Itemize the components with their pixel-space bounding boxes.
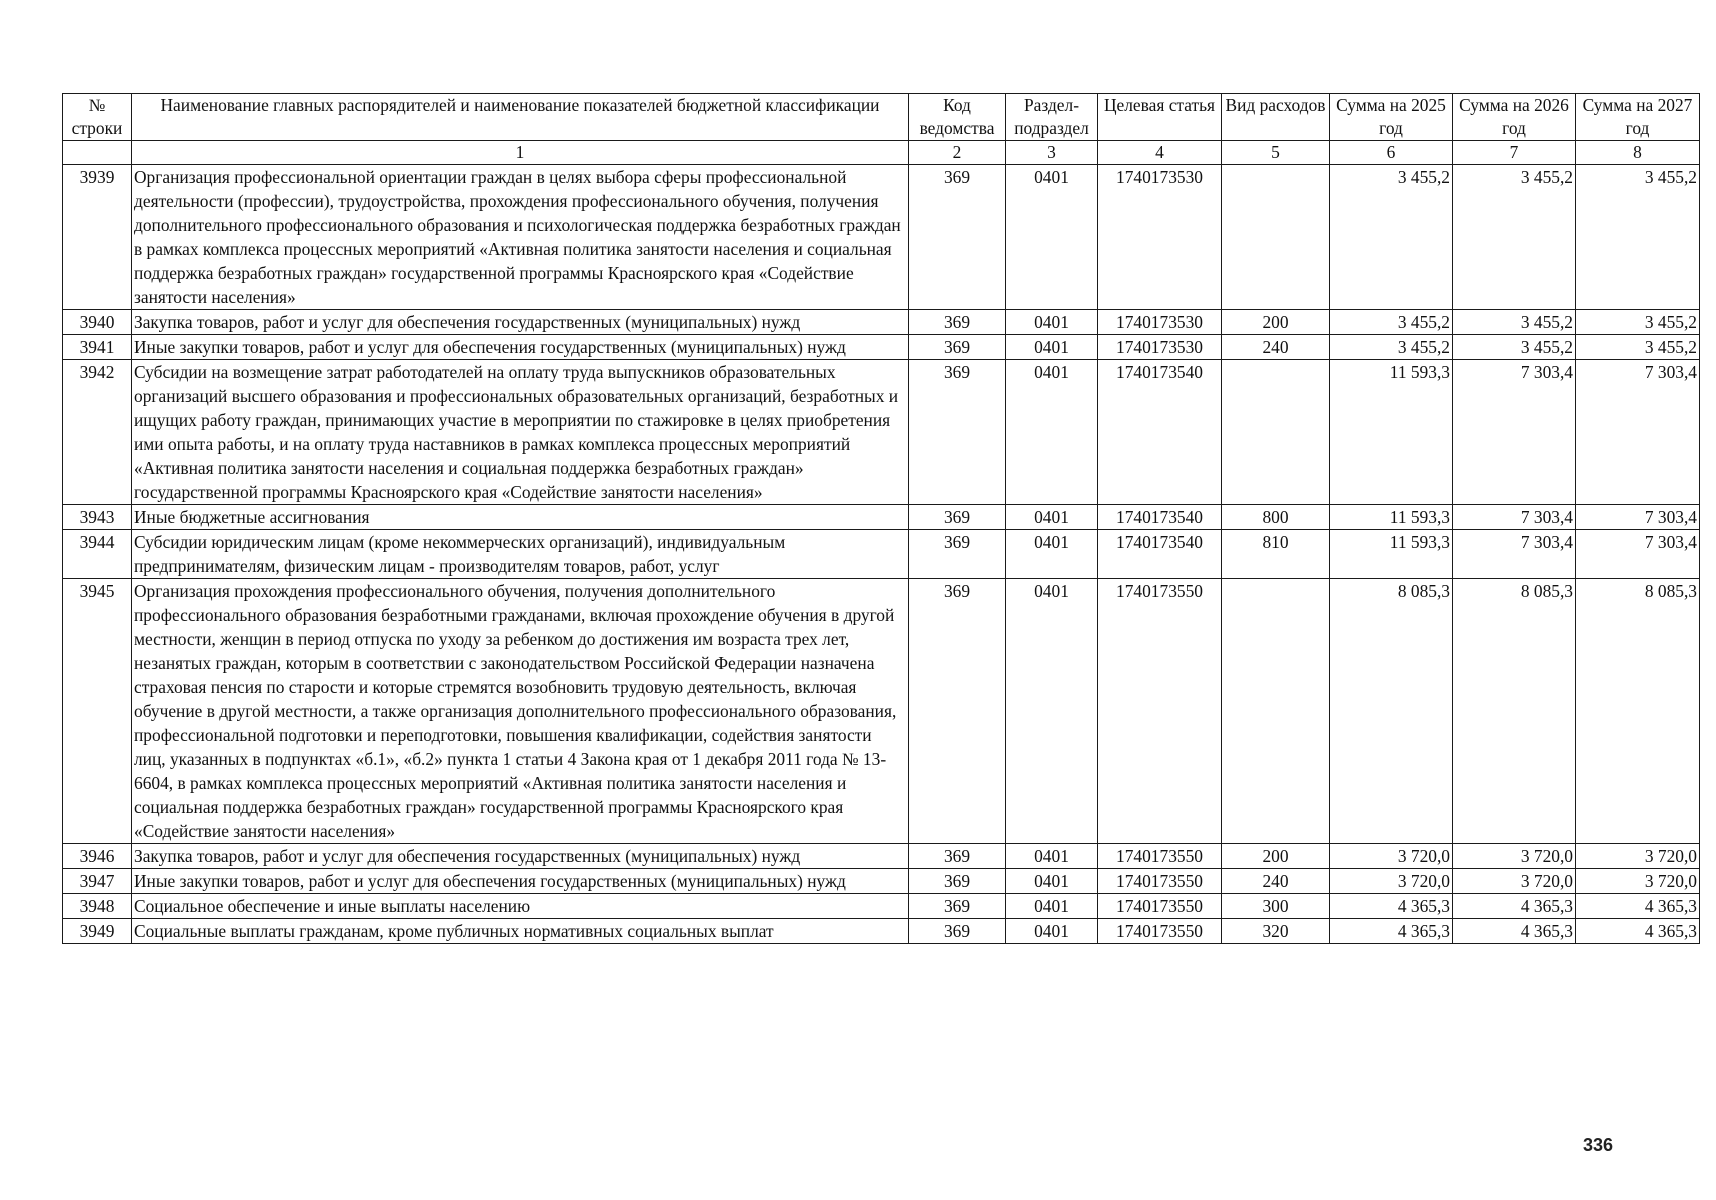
row-number-cell: 3943 bbox=[63, 505, 132, 530]
target-article-cell: 1740173540 bbox=[1098, 360, 1222, 505]
sum-2027-cell: 7 303,4 bbox=[1576, 360, 1700, 505]
column-number: 4 bbox=[1098, 141, 1222, 165]
sum-2026-cell: 3 720,0 bbox=[1453, 869, 1576, 894]
target-article-cell: 1740173530 bbox=[1098, 335, 1222, 360]
column-number bbox=[63, 141, 132, 165]
row-number-cell: 3942 bbox=[63, 360, 132, 505]
item-name-cell: Закупка товаров, работ и услуг для обеспечения государственных (муниципальных) нужд bbox=[132, 844, 909, 869]
header-section: Раздел-подраздел bbox=[1006, 94, 1098, 141]
row-number-cell: 3947 bbox=[63, 869, 132, 894]
sum-2025-cell: 3 455,2 bbox=[1330, 335, 1453, 360]
header-dept-code: Код ведомства bbox=[909, 94, 1006, 141]
sum-2027-cell: 7 303,4 bbox=[1576, 530, 1700, 579]
table-row bbox=[63, 360, 1700, 505]
target-article-cell: 1740173530 bbox=[1098, 165, 1222, 310]
expense-type-cell: 300 bbox=[1222, 894, 1330, 919]
expense-type-cell: 200 bbox=[1222, 310, 1330, 335]
budget-table bbox=[62, 93, 1700, 944]
dept-code-cell: 369 bbox=[909, 335, 1006, 360]
sum-2025-cell: 11 593,3 bbox=[1330, 530, 1453, 579]
section-cell: 0401 bbox=[1006, 165, 1098, 310]
expense-type-cell: 240 bbox=[1222, 869, 1330, 894]
sum-2026-cell: 3 720,0 bbox=[1453, 844, 1576, 869]
table-row bbox=[63, 869, 1700, 894]
sum-2026-cell: 3 455,2 bbox=[1453, 310, 1576, 335]
table-row bbox=[63, 335, 1700, 360]
header-name: Наименование главных распорядителей и наименование показателей бюджетной классификации bbox=[132, 94, 909, 141]
table-row bbox=[63, 310, 1700, 335]
header-expense-type: Вид расходов bbox=[1222, 94, 1330, 141]
header-sum-2027: Сумма на 2027 год bbox=[1576, 94, 1700, 141]
target-article-cell: 1740173530 bbox=[1098, 310, 1222, 335]
row-number-cell: 3944 bbox=[63, 530, 132, 579]
section-cell: 0401 bbox=[1006, 360, 1098, 505]
section-cell: 0401 bbox=[1006, 505, 1098, 530]
target-article-cell: 1740173550 bbox=[1098, 844, 1222, 869]
section-cell: 0401 bbox=[1006, 869, 1098, 894]
section-cell: 0401 bbox=[1006, 894, 1098, 919]
item-name-cell: Организация профессиональной ориентации граждан в целях выбора сферы профессиональной деятельности (профессии), трудоустройства, прохождения профессионального обучения, получения дополнительного профессионального образования и психологическая поддержка безработных граждан в рамках комплекса процессных мероприятий «Активная политика занятости населения и социальная поддержка безработных граждан» государственной программы Красноярского края «Содействие занятости населения» bbox=[132, 165, 909, 310]
target-article-cell: 1740173550 bbox=[1098, 869, 1222, 894]
sum-2025-cell: 3 455,2 bbox=[1330, 165, 1453, 310]
sum-2025-cell: 4 365,3 bbox=[1330, 919, 1453, 944]
section-cell: 0401 bbox=[1006, 844, 1098, 869]
row-number-cell: 3939 bbox=[63, 165, 132, 310]
header-target-article: Целевая статья bbox=[1098, 94, 1222, 141]
header-row bbox=[63, 94, 1700, 141]
sum-2027-cell: 3 720,0 bbox=[1576, 869, 1700, 894]
target-article-cell: 1740173540 bbox=[1098, 530, 1222, 579]
item-name-cell: Организация прохождения профессионального обучения, получения дополнительного профессионального образования безработными гражданами, включая прохождение обучения в другой местности, женщин в период отпуска по уходу за ребенком до достижения им возраста трех лет, незанятых граждан, которым в соответствии с законодательством Российской Федерации назначена страховая пенсия по старости и которые стремятся возобновить трудовую деятельность, включая обучение в другой местности, а также организация дополнительного профессионального образования, профессиональной подготовки и переподготовки, повышения квалификации, содействия занятости лиц, указанных в подпунктах «б.1», «б.2» пункта 1 статьи 4 Закона края от 1 декабря 2011 года № 13-6604, в рамках комплекса процессных мероприятий «Активная политика занятости населения и социальная поддержка безработных граждан» государственной программы Красноярского края «Содействие занятости населения» bbox=[132, 579, 909, 844]
row-number-cell: 3940 bbox=[63, 310, 132, 335]
table-row bbox=[63, 844, 1700, 869]
expense-type-cell: 200 bbox=[1222, 844, 1330, 869]
header-sum-2026: Сумма на 2026 год bbox=[1453, 94, 1576, 141]
column-number: 7 bbox=[1453, 141, 1576, 165]
sum-2027-cell: 3 455,2 bbox=[1576, 335, 1700, 360]
expense-type-cell bbox=[1222, 579, 1330, 844]
sum-2025-cell: 8 085,3 bbox=[1330, 579, 1453, 844]
sum-2025-cell: 4 365,3 bbox=[1330, 894, 1453, 919]
table-row bbox=[63, 894, 1700, 919]
item-name-cell: Социальные выплаты гражданам, кроме публичных нормативных социальных выплат bbox=[132, 919, 909, 944]
page-number: 336 bbox=[1583, 1135, 1614, 1155]
target-article-cell: 1740173550 bbox=[1098, 579, 1222, 844]
expense-type-cell: 800 bbox=[1222, 505, 1330, 530]
item-name-cell: Иные закупки товаров, работ и услуг для обеспечения государственных (муниципальных) нужд bbox=[132, 869, 909, 894]
column-number-row bbox=[63, 141, 1700, 165]
sum-2025-cell: 11 593,3 bbox=[1330, 505, 1453, 530]
item-name-cell: Субсидии на возмещение затрат работодателей на оплату труда выпускников образовательных организаций высшего образования и профессиональных образовательных организаций, безработных и ищущих работу граждан, принимающих участие в мероприятии по стажировке в целях приобретения ими опыта работы, и на оплату труда наставников в рамках комплекса процессных мероприятий «Активная политика занятости населения и социальная поддержка безработных граждан» государственной программы Красноярского края «Содействие занятости населения» bbox=[132, 360, 909, 505]
expense-type-cell: 810 bbox=[1222, 530, 1330, 579]
target-article-cell: 1740173540 bbox=[1098, 505, 1222, 530]
dept-code-cell: 369 bbox=[909, 360, 1006, 505]
sum-2025-cell: 11 593,3 bbox=[1330, 360, 1453, 505]
table-row bbox=[63, 579, 1700, 844]
sum-2027-cell: 3 455,2 bbox=[1576, 165, 1700, 310]
column-number: 1 bbox=[132, 141, 909, 165]
column-number: 2 bbox=[909, 141, 1006, 165]
sum-2026-cell: 3 455,2 bbox=[1453, 335, 1576, 360]
table-row bbox=[63, 919, 1700, 944]
table-row bbox=[63, 505, 1700, 530]
sum-2026-cell: 4 365,3 bbox=[1453, 894, 1576, 919]
expense-type-cell: 320 bbox=[1222, 919, 1330, 944]
dept-code-cell: 369 bbox=[909, 869, 1006, 894]
section-cell: 0401 bbox=[1006, 335, 1098, 360]
item-name-cell: Иные бюджетные ассигнования bbox=[132, 505, 909, 530]
dept-code-cell: 369 bbox=[909, 894, 1006, 919]
sum-2027-cell: 7 303,4 bbox=[1576, 505, 1700, 530]
header-row-number: № строки bbox=[63, 94, 132, 141]
item-name-cell: Субсидии юридическим лицам (кроме некоммерческих организаций), индивидуальным предпринимателям, физическим лицам - производителям товаров, работ, услуг bbox=[132, 530, 909, 579]
sum-2026-cell: 4 365,3 bbox=[1453, 919, 1576, 944]
section-cell: 0401 bbox=[1006, 530, 1098, 579]
dept-code-cell: 369 bbox=[909, 505, 1006, 530]
sum-2025-cell: 3 720,0 bbox=[1330, 844, 1453, 869]
sum-2025-cell: 3 455,2 bbox=[1330, 310, 1453, 335]
sum-2027-cell: 4 365,3 bbox=[1576, 919, 1700, 944]
item-name-cell: Социальное обеспечение и иные выплаты населению bbox=[132, 894, 909, 919]
sum-2027-cell: 4 365,3 bbox=[1576, 894, 1700, 919]
table-row bbox=[63, 530, 1700, 579]
item-name-cell: Иные закупки товаров, работ и услуг для обеспечения государственных (муниципальных) нужд bbox=[132, 335, 909, 360]
sum-2026-cell: 7 303,4 bbox=[1453, 505, 1576, 530]
expense-type-cell bbox=[1222, 360, 1330, 505]
row-number-cell: 3945 bbox=[63, 579, 132, 844]
section-cell: 0401 bbox=[1006, 579, 1098, 844]
target-article-cell: 1740173550 bbox=[1098, 919, 1222, 944]
row-number-cell: 3946 bbox=[63, 844, 132, 869]
section-cell: 0401 bbox=[1006, 310, 1098, 335]
expense-type-cell bbox=[1222, 165, 1330, 310]
sum-2026-cell: 7 303,4 bbox=[1453, 530, 1576, 579]
column-number: 6 bbox=[1330, 141, 1453, 165]
sum-2026-cell: 3 455,2 bbox=[1453, 165, 1576, 310]
sum-2025-cell: 3 720,0 bbox=[1330, 869, 1453, 894]
section-cell: 0401 bbox=[1006, 919, 1098, 944]
target-article-cell: 1740173550 bbox=[1098, 894, 1222, 919]
dept-code-cell: 369 bbox=[909, 310, 1006, 335]
row-number-cell: 3941 bbox=[63, 335, 132, 360]
sum-2026-cell: 7 303,4 bbox=[1453, 360, 1576, 505]
row-number-cell: 3948 bbox=[63, 894, 132, 919]
dept-code-cell: 369 bbox=[909, 579, 1006, 844]
table-row bbox=[63, 165, 1700, 310]
expense-type-cell: 240 bbox=[1222, 335, 1330, 360]
item-name-cell: Закупка товаров, работ и услуг для обеспечения государственных (муниципальных) нужд bbox=[132, 310, 909, 335]
header-sum-2025: Сумма на 2025 год bbox=[1330, 94, 1453, 141]
sum-2027-cell: 3 455,2 bbox=[1576, 310, 1700, 335]
column-number: 5 bbox=[1222, 141, 1330, 165]
dept-code-cell: 369 bbox=[909, 530, 1006, 579]
row-number-cell: 3949 bbox=[63, 919, 132, 944]
sum-2027-cell: 8 085,3 bbox=[1576, 579, 1700, 844]
sum-2026-cell: 8 085,3 bbox=[1453, 579, 1576, 844]
dept-code-cell: 369 bbox=[909, 919, 1006, 944]
column-number: 3 bbox=[1006, 141, 1098, 165]
dept-code-cell: 369 bbox=[909, 844, 1006, 869]
sum-2027-cell: 3 720,0 bbox=[1576, 844, 1700, 869]
column-number: 8 bbox=[1576, 141, 1700, 165]
dept-code-cell: 369 bbox=[909, 165, 1006, 310]
